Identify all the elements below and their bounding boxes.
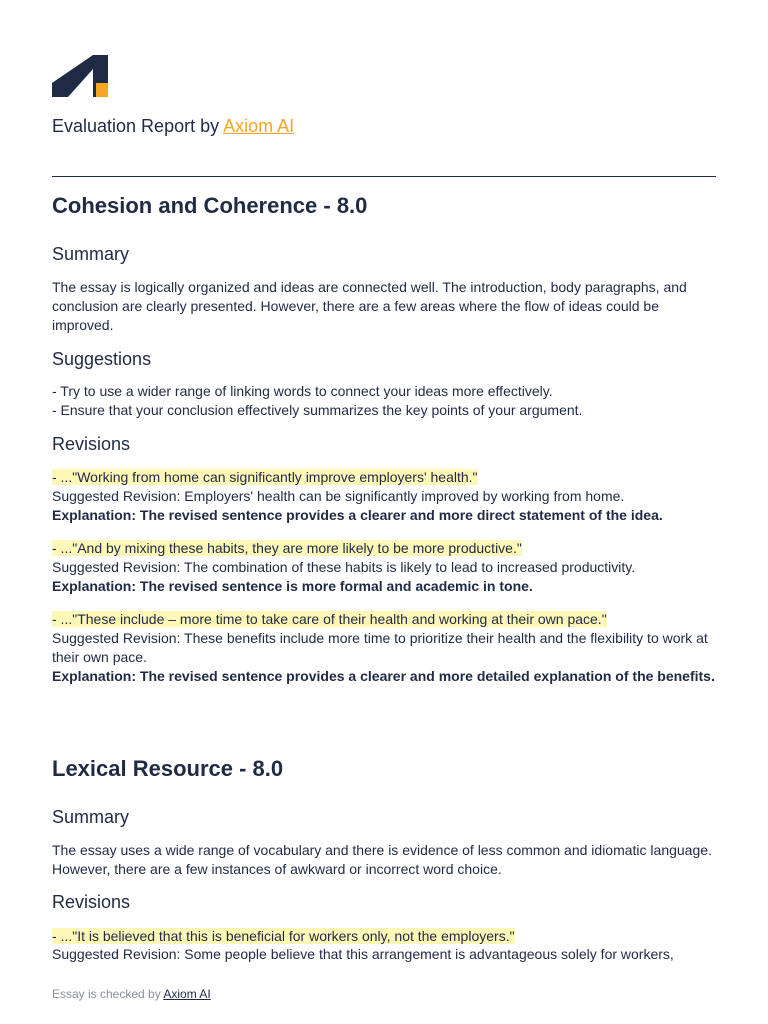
- highlighted-quote: - ..."Working from home can significantly improve employers' health.": [52, 469, 478, 485]
- summary-text: The essay uses a wide range of vocabulary and there is evidence of less common and idiomatic language. However, there are a few instances of awkward or incorrect word choice.: [52, 842, 712, 877]
- summary-heading: Summary: [52, 244, 130, 264]
- revision-quote: [52, 927, 515, 946]
- suggested-revision: Suggested Revision: The combination of these habits is likely to lead to increased productivity.: [52, 559, 636, 575]
- highlighted-quote: - ..."These include – more time to take care of their health and working at their own pace.": [52, 611, 607, 627]
- summary-heading: Summary: [52, 807, 130, 827]
- highlighted-quote: - ..."And by mixing these habits, they are more likely to be more productive.": [52, 540, 522, 556]
- suggested-revision: Suggested Revision: Some people believe that this arrangement is advantageous solely for workers,: [52, 946, 674, 962]
- divider: [52, 176, 716, 177]
- axiom-logo: [52, 55, 108, 97]
- section-heading: Cohesion and Coherence - 8.0: [52, 193, 368, 218]
- revisions-heading: Revisions: [52, 434, 131, 454]
- suggested-revision: Suggested Revision: Employers' health can be significantly improved by working from home.: [52, 488, 625, 504]
- revision-explanation: Explanation: The revised sentence provides a clearer and more direct statement of the idea.: [52, 507, 663, 523]
- suggestion-item: - Try to use a wider range of linking words to connect your ideas more effectively.: [52, 383, 553, 399]
- summary-text: The essay is logically organized and ideas are connected well. The introduction, body paragraphs, and conclusion are clearly presented. However, there are a few areas where the flow of ideas could be improved.: [52, 279, 687, 333]
- suggestions-heading: Suggestions: [52, 349, 152, 369]
- footer: Essay is checked by Axiom AI: [52, 987, 211, 1001]
- suggested-revision: Suggested Revision: These benefits include more time to prioritize their health and the flexibility to work at their own pace.: [52, 630, 708, 665]
- report-title: Evaluation Report by Axiom AI: [52, 116, 295, 136]
- revisions-heading: Revisions: [52, 892, 131, 912]
- revision-explanation: Explanation: The revised sentence provides a clearer and more detailed explanation of the benefits.: [52, 668, 715, 684]
- revision-quote: [52, 539, 522, 558]
- brand-link[interactable]: Axiom AI: [223, 116, 295, 136]
- revision-quote: [52, 468, 478, 487]
- section-heading: Lexical Resource - 8.0: [52, 756, 284, 781]
- revision-explanation: Explanation: The revised sentence is more formal and academic in tone.: [52, 578, 533, 594]
- footer-brand-link[interactable]: Axiom AI: [163, 987, 211, 1001]
- highlighted-quote: - ..."It is believed that this is beneficial for workers only, not the employers.": [52, 928, 515, 944]
- suggestion-item: - Ensure that your conclusion effectively summarizes the key points of your argument.: [52, 402, 583, 418]
- revision-quote: [52, 610, 607, 629]
